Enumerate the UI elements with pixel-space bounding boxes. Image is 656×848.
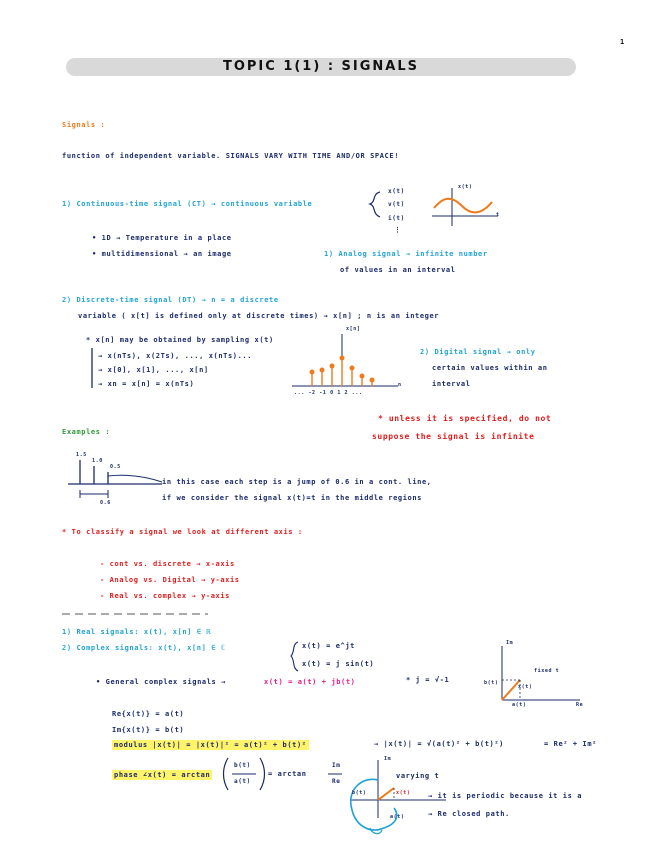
sampling-item-1: → x(nTs), x(2Ts), ..., x(nTs)... [98,352,253,360]
analog-signal-line: 1) Analog signal → infinite number [324,250,488,258]
phase-line: phase ∠x(t) = arctan [114,771,211,779]
classify-item-2: - Analog vs. Digital → y-axis [100,576,240,584]
complex-example-2: x(t) = j sin(t) [302,660,375,668]
modulus-tail: = Re² + Im² [544,740,597,748]
classify-heading: * To classify a signal we look at different axis : [62,528,303,536]
phase-equals-arctan: = arctan [268,770,307,778]
infinite-note: * unless it is specified, do not [378,414,552,423]
re-line: Re{x(t)} = a(t) [112,710,185,718]
im-line: Im{x(t)} = b(t) [112,726,185,734]
example-plot [66,452,166,508]
example-value-3: 0.5 [110,464,121,470]
ct-label-v: v(t) [388,201,405,208]
dashed-divider [62,612,212,616]
digital-signal-line: 2) Digital signal → only [420,348,536,356]
phasor-a-label: a(t) [512,702,527,708]
complex-brace [288,640,300,674]
phase-fraction2-numerator: Im [332,762,341,769]
complex-signals-line: 2) Complex signals: x(t), x[n] ∈ ℂ [62,644,226,652]
example-value-step: 0.6 [100,500,111,506]
varying-t: varying t [396,772,440,780]
circle-a-label: a(t) [390,814,405,820]
dt-signal-line-2: variable ( x[t] is defined only at discrete times) → x[n] ; n is an integer [78,312,440,320]
periodic-note: → it is periodic because it is a [428,792,583,800]
signals-definition: function of independent variable. SIGNALS VARY WITH TIME AND/OR SPACE! [62,152,400,160]
general-complex-formula: x(t) = a(t) + jb(t) [264,678,356,686]
phasor-re-label: Re [576,702,584,708]
example-note: in this case each step is a jump of 0.6 in a cont. line, [162,478,432,486]
ct-plot-ylabel: x(t) [458,184,473,190]
classify-item-1: - cont vs. discrete → x-axis [100,560,235,568]
complex-example-1: x(t) = e^jt [302,642,355,650]
circle-x-label: x(t) [396,790,411,796]
ct-plot [430,186,500,230]
digital-signal-line-3: interval [432,380,471,388]
modulus-line: modulus |x(t)| = |x(t)|² = a(t)² + b(t)² [114,741,307,749]
sampling-bracket [90,348,96,390]
phasor-im-label: Im [506,640,514,646]
example-value-1: 1.5 [76,452,87,458]
classify-item-3: - Real vs. complex → y-axis [100,592,230,600]
ct-bullet-temperature: • 1D → Temperature in a place [92,234,232,242]
title-banner [66,58,576,76]
modulus-result: → |x(t)| = √(a(t)² + b(t)²) [374,740,504,748]
stem-xlabel: n [398,382,402,388]
ct-bullet-image: • multidimensional → an image [92,250,232,258]
infinite-note-2: suppose the signal is infinite [372,432,535,441]
general-complex-line: • General complex signals → [96,678,226,686]
sampling-item-2: → x[0], x[1], ..., x[n] [98,366,209,374]
stem-ylabel: x[n] [346,326,361,332]
examples-heading: Examples : [62,428,111,436]
dt-signal-line: 2) Discrete-time signal (DT) → n = a discrete [62,296,279,304]
digital-signal-line-2: certain values within an [432,364,548,372]
circle-b-label: b(t) [352,790,367,796]
phasor-b-label: b(t) [484,680,499,686]
signals-heading: Signals : [62,121,106,129]
phase-fraction2-denominator: Re [332,778,341,785]
ct-plot-xlabel: t [496,212,500,218]
real-signals-line: 1) Real signals: x(t), x[n] ∈ ℝ [62,628,212,636]
circle-im-label: Im [384,756,392,762]
ct-label-dots: ⋮ [394,226,402,234]
analog-signal-line-2: of values in an interval [340,266,456,274]
sampling-note: * x[n] may be obtained by sampling x(t) [86,336,274,344]
ct-brace [366,190,386,220]
stem-ticks: ... -2 -1 0 1 2 ... [294,390,363,396]
phasor-x-label: x(t) [518,684,533,690]
phase-fraction-denominator: a(t) [234,778,251,785]
periodic-note-2: → Re closed path. [428,810,510,818]
j-definition: * j = √-1 [406,676,450,684]
ct-label-x: x(t) [388,188,405,195]
phasor-diagram [484,642,584,710]
example-value-2: 1.0 [92,458,103,464]
page-title: TOPIC 1(1) : SIGNALS [222,59,420,74]
sampling-item-3: → xn = x[n] = x(nTs) [98,380,195,388]
example-note-2: if we consider the signal x(t)=t in the middle regions [162,494,422,502]
phase-fraction-numerator: b(t) [234,762,251,769]
ct-label-i: i(t) [388,215,405,222]
ct-signal-line: 1) Continuous-time signal (CT) → continuous variable [62,200,313,208]
page-number: 1 [620,38,625,46]
phasor-fixed-t: fixed t [534,668,560,674]
